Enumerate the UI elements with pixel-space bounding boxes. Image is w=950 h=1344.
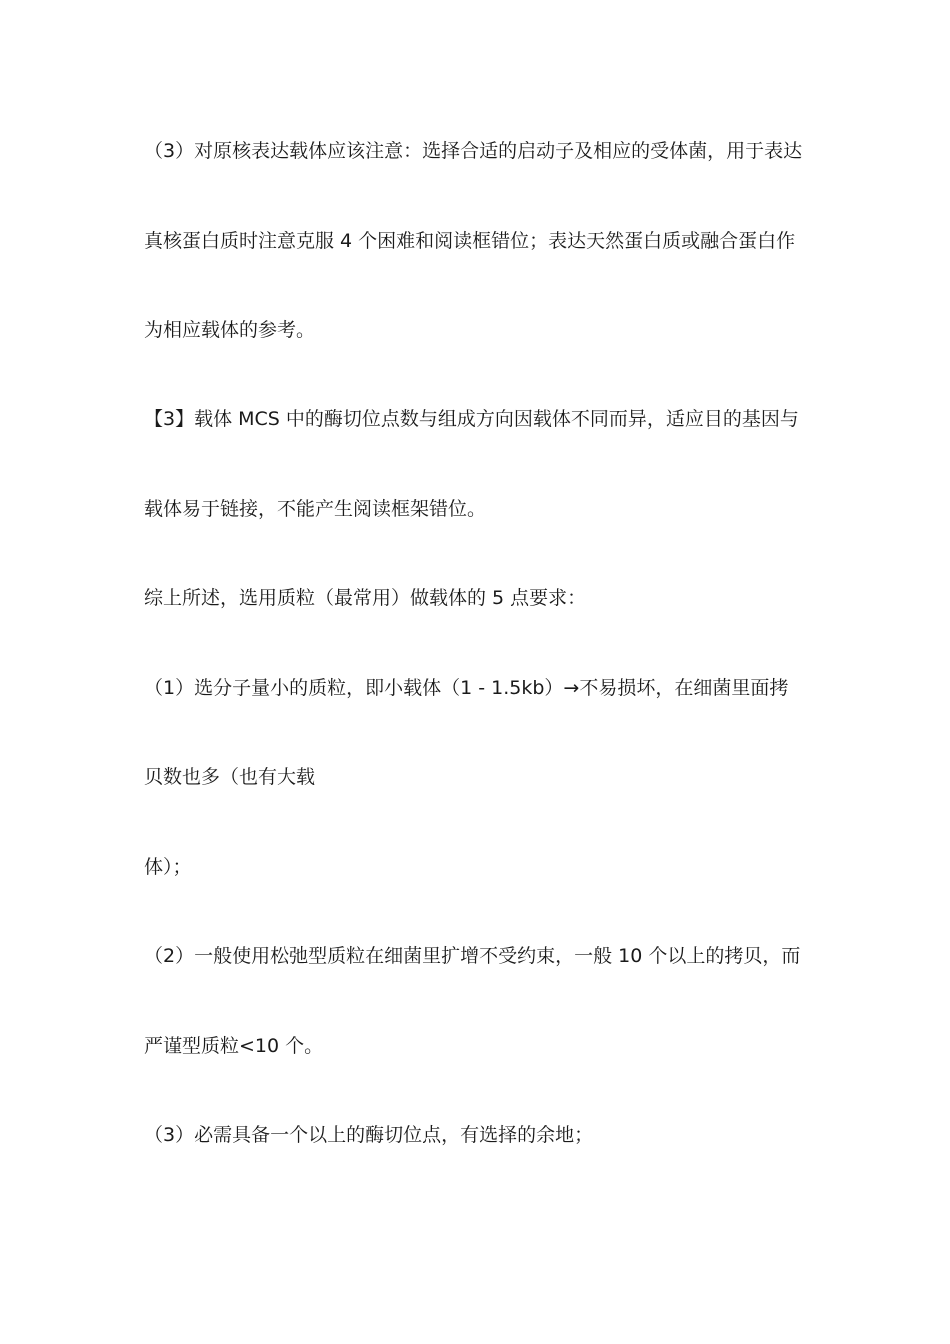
text-line: 严谨型质粒<10 个。 <box>144 1035 324 1057</box>
text-line: （1）选分子量小的质粒，即小载体（1 - 1.5kb）→不易损坏，在细菌里面拷 <box>144 677 789 699</box>
text-line: 综上所述，选用质粒（最常用）做载体的 5 点要求： <box>144 587 587 609</box>
text-line: （3）对原核表达载体应该注意：选择合适的启动子及相应的受体菌，用于表达 <box>144 140 803 162</box>
text-line: 载体易于链接，不能产生阅读框架错位。 <box>144 498 487 520</box>
text-line: 为相应载体的参考。 <box>144 319 316 341</box>
text-line: （2）一般使用松弛型质粒在细菌里扩增不受约束，一般 10 个以上的拷贝，而 <box>144 945 801 967</box>
text-line: 真核蛋白质时注意克服 4 个困难和阅读框错位；表达天然蛋白质或融合蛋白作 <box>144 230 796 252</box>
text-line: 【3】载体 MCS 中的酶切位点数与组成方向因载体不同而异，适应目的基因与 <box>144 408 799 430</box>
text-line: 体）； <box>144 856 192 878</box>
text-line: （3）必需具备一个以上的酶切位点，有选择的余地； <box>144 1124 594 1146</box>
text-line: 贝数也多（也有大载 <box>144 766 316 788</box>
